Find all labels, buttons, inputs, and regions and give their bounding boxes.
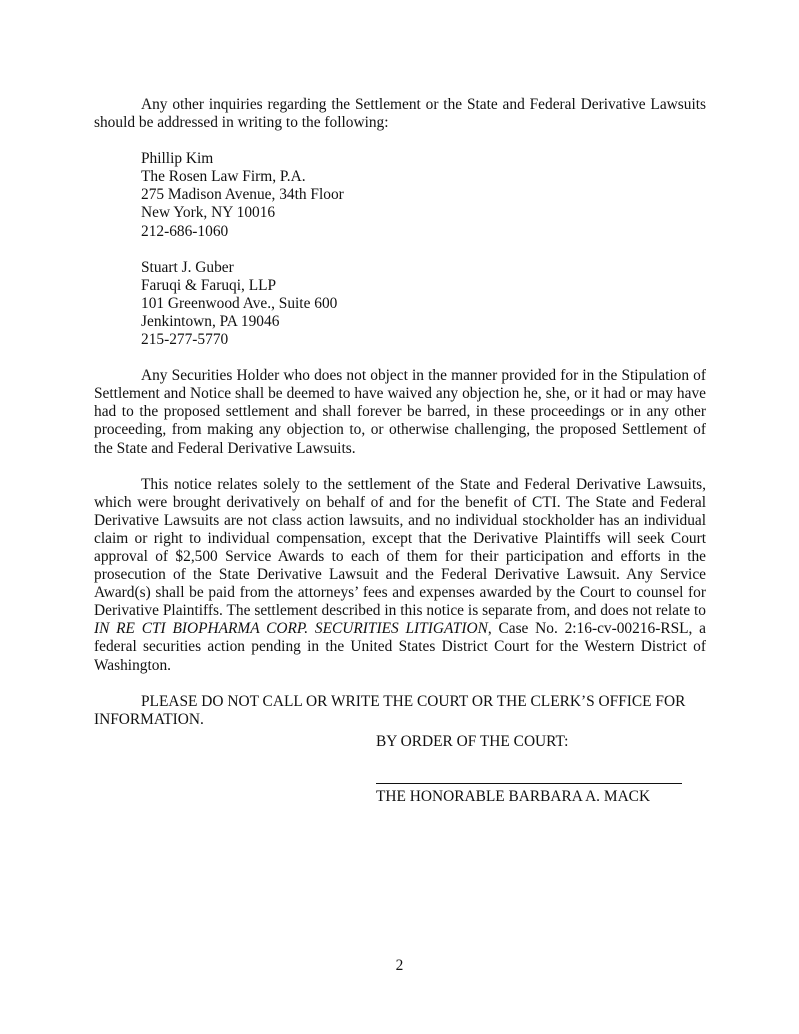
notice-text-before: This notice relates solely to the settlement of the State and Federal Derivative Lawsuits, which were brought derivatively on behalf of and for the benefit of CTI. The State and Federal Derivative Lawsuits are not class action lawsuits, and no individual stockholder has an individual claim or right to individual compensation, except that the Derivative Plaintiffs will seek Court approval of $2,500 Service Awards to each of them for their participation and efforts in the prosecution of the State Derivative Lawsuit and the Federal Derivative Lawsuit. Any Service Award(s) shall be paid from the attorneys’ fees and expenses awarded by the Court to counsel for Derivative Plaintiffs. The settlement described in this notice is separate from, and does not relate to <box>94 475 706 620</box>
waiver-paragraph: Any Securities Holder who does not object in the manner provided for in the Stipulation of Settlement and Notice shall be deemed to have waived any objection he, she, or it had or may have had to the proposed settlement and shall forever be barred, in these proceedings or in any other proceeding, from making any objection to, or otherwise challenging, the proposed Settlement of the State and Federal Derivative Lawsuits. <box>94 367 706 457</box>
contact-firm: The Rosen Law Firm, P.A. <box>141 168 306 186</box>
inquiries-paragraph: Any other inquiries regarding the Settlement or the State and Federal Derivative Lawsuits should be addressed in writing to the following: <box>94 96 706 132</box>
contact-block-faruqi <box>141 259 706 349</box>
signature-line <box>376 783 682 784</box>
contact-phone: 212-686-1060 <box>141 222 229 240</box>
contact-phone: 215-277-5770 <box>141 331 229 349</box>
warning-paragraph: PLEASE DO NOT CALL OR WRITE THE COURT OR THE CLERK’S OFFICE FOR INFORMATION. <box>94 692 686 728</box>
contact-name: Stuart J. Guber <box>141 258 234 276</box>
by-order-line: BY ORDER OF THE COURT: <box>376 733 569 750</box>
case-title: IN RE CTI BIOPHARMA CORP. SECURITIES LITIGATION <box>94 620 488 638</box>
document-body <box>94 96 706 729</box>
page-number: 2 <box>395 957 404 974</box>
contact-street: 275 Madison Avenue, 34th Floor <box>141 186 344 204</box>
contact-street: 101 Greenwood Ave., Suite 600 <box>141 294 338 312</box>
contact-city: Jenkintown, PA 19046 <box>141 312 280 330</box>
notice-text-after: , Case No. 2:16-cv-00216-RSL, a federal securities action pending in the United States District Court for the Western District of Washington. <box>94 620 706 674</box>
contact-name: Phillip Kim <box>141 150 214 168</box>
contact-block-rosen <box>141 150 706 240</box>
notice-paragraph <box>94 476 706 675</box>
contact-firm: Faruqi & Faruqi, LLP <box>141 276 277 294</box>
contact-city: New York, NY 10016 <box>141 204 276 222</box>
judge-name: THE HONORABLE BARBARA A. MACK <box>376 788 651 805</box>
